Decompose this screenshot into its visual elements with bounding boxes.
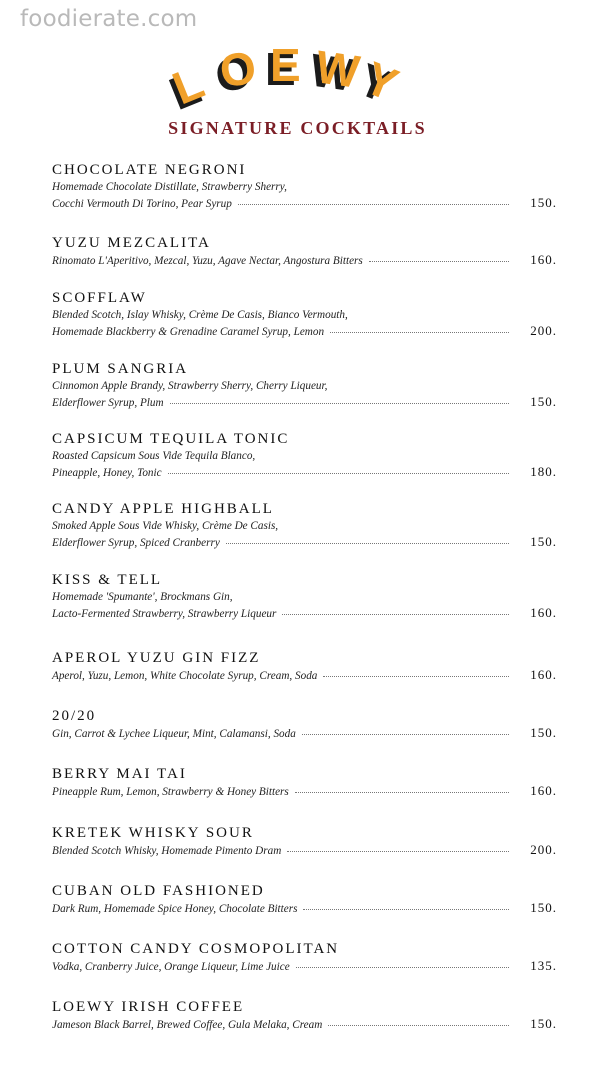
menu-item (52, 234, 557, 269)
cocktail-price: 150. (530, 534, 557, 549)
cocktail-ingredients-line: Homemade 'Spumante', Brockmans Gin, (52, 591, 233, 603)
cocktail-price: 160. (530, 252, 557, 267)
menu-item (52, 360, 557, 411)
menu-item (52, 882, 557, 917)
cocktail-ingredients-line: Elderflower Syrup, Spiced Cranberry (52, 537, 220, 549)
cocktail-name: LOEWY IRISH COFFEE (52, 999, 245, 1015)
cocktail-ingredients-line: Homemade Chocolate Distillate, Strawberry Sherry, (52, 181, 287, 193)
cocktail-price: 200. (530, 323, 557, 338)
dotted-leader (168, 473, 509, 474)
cocktail-price: 160. (530, 605, 557, 620)
menu-item (52, 707, 557, 742)
cocktail-name: COTTON CANDY COSMOPOLITAN (52, 941, 340, 957)
cocktail-ingredients-line: Rinomato L'Aperitivo, Mezcal, Yuzu, Agave Nectar, Angostura Bitters (52, 255, 363, 267)
cocktail-ingredients-line: Homemade Blackberry & Grenadine Caramel Syrup, Lemon (52, 326, 325, 338)
price-row (52, 394, 557, 411)
logo-letter-o: O (216, 40, 260, 98)
cocktail-ingredients-line: Pineapple, Honey, Tonic (52, 467, 162, 479)
cocktail-price: 160. (530, 783, 557, 798)
cocktail-price: 160. (530, 667, 557, 682)
cocktail-price: 150. (530, 394, 557, 409)
cocktail-ingredients-line: Cocchi Vermouth Di Torino, Pear Syrup (52, 198, 232, 210)
dotted-leader (330, 332, 509, 333)
dotted-leader (328, 1025, 509, 1026)
cocktail-ingredients-line: Gin, Carrot & Lychee Liqueur, Mint, Calamansi, Soda (52, 728, 296, 740)
dotted-leader (369, 261, 509, 262)
cocktail-name: KRETEK WHISKY SOUR (52, 825, 254, 841)
price-row (52, 605, 557, 622)
price-row (52, 534, 557, 551)
cocktail-ingredients-line: Cinnomon Apple Brandy, Strawberry Sherry, Cherry Liqueur, (52, 380, 328, 392)
price-row (52, 958, 557, 975)
logo-letter-y: Y (357, 51, 406, 111)
cocktail-ingredients-line: Aperol, Yuzu, Lemon, White Chocolate Syrup, Cream, Soda (52, 670, 318, 682)
cocktail-price: 150. (530, 725, 557, 740)
cocktail-name: BERRY MAI TAI (52, 766, 187, 782)
cocktail-price: 135. (530, 958, 557, 973)
menu-item (52, 571, 557, 622)
cocktail-price: 150. (530, 195, 557, 210)
cocktail-ingredients-line: Roasted Capsicum Sous Vide Tequila Blanco, (52, 450, 256, 462)
logo-letter-e: E (270, 39, 301, 91)
dotted-leader (238, 204, 509, 205)
cocktail-ingredients-line: Dark Rum, Homemade Spice Honey, Chocolate Bitters (52, 903, 298, 915)
cocktail-name: CHOCOLATE NEGRONI (52, 162, 247, 178)
price-row (52, 1016, 557, 1033)
cocktail-ingredients-line: Blended Scotch, Islay Whisky, Crème De Casis, Bianco Vermouth, (52, 309, 348, 321)
price-row (52, 252, 557, 269)
cocktail-name: PLUM SANGRIA (52, 361, 189, 377)
dotted-leader (302, 734, 509, 735)
menu-item (52, 289, 557, 340)
cocktail-name: CANDY APPLE HIGHBALL (52, 501, 274, 517)
price-row (52, 464, 557, 481)
loewy-logo (165, 39, 418, 115)
menu-item (52, 824, 557, 859)
dotted-leader (226, 543, 509, 544)
cocktail-ingredients-line: Smoked Apple Sous Vide Whisky, Crème De Casis, (52, 520, 279, 532)
price-row (52, 900, 557, 917)
price-row (52, 725, 557, 742)
menu-item (52, 500, 557, 551)
menu-item (52, 998, 557, 1033)
cocktail-price: 200. (530, 842, 557, 857)
menu-item (52, 649, 557, 684)
cocktail-name: SCOFFLAW (52, 290, 147, 306)
menu-item (52, 430, 557, 481)
cocktail-name: YUZU MEZCALITA (52, 235, 211, 251)
price-row (52, 195, 557, 212)
cocktail-price: 150. (530, 1016, 557, 1031)
dotted-leader (282, 614, 509, 615)
menu-item (52, 161, 557, 212)
cocktail-price: 180. (530, 464, 557, 479)
menu-item (52, 940, 557, 975)
logo-letter-l: L (165, 55, 211, 115)
dotted-leader (170, 403, 509, 404)
menu-title: SIGNATURE COCKTAILS (168, 118, 427, 138)
price-row (52, 783, 557, 800)
cocktail-ingredients-line: Pineapple Rum, Lemon, Strawberry & Honey Bitters (52, 786, 289, 798)
dotted-leader (303, 909, 509, 910)
dotted-leader (323, 676, 509, 677)
cocktail-ingredients-line: Elderflower Syrup, Plum (52, 397, 164, 409)
cocktail-ingredients-line: Blended Scotch Whisky, Homemade Pimento Dram (52, 845, 282, 857)
cocktail-name: 20/20 (52, 708, 97, 724)
cocktail-ingredients-line: Lacto-Fermented Strawberry, Strawberry Liqueur (52, 608, 277, 620)
price-row (52, 842, 557, 859)
cocktail-name: APEROL YUZU GIN FIZZ (52, 650, 261, 666)
watermark-text: foodierate.com (20, 6, 198, 32)
cocktail-ingredients-line: Vodka, Cranberry Juice, Orange Liqueur, Lime Juice (52, 961, 290, 973)
cocktail-name: KISS & TELL (52, 572, 163, 588)
logo-letter-w: W (312, 40, 363, 98)
price-row (52, 323, 557, 340)
cocktail-price: 150. (530, 900, 557, 915)
dotted-leader (296, 967, 509, 968)
cocktail-name: CAPSICUM TEQUILA TONIC (52, 431, 290, 447)
price-row (52, 667, 557, 684)
cocktail-ingredients-line: Jameson Black Barrel, Brewed Coffee, Gula Melaka, Cream (52, 1019, 323, 1031)
dotted-leader (287, 851, 509, 852)
menu-item (52, 765, 557, 800)
cocktail-name: CUBAN OLD FASHIONED (52, 883, 265, 899)
dotted-leader (295, 792, 509, 793)
